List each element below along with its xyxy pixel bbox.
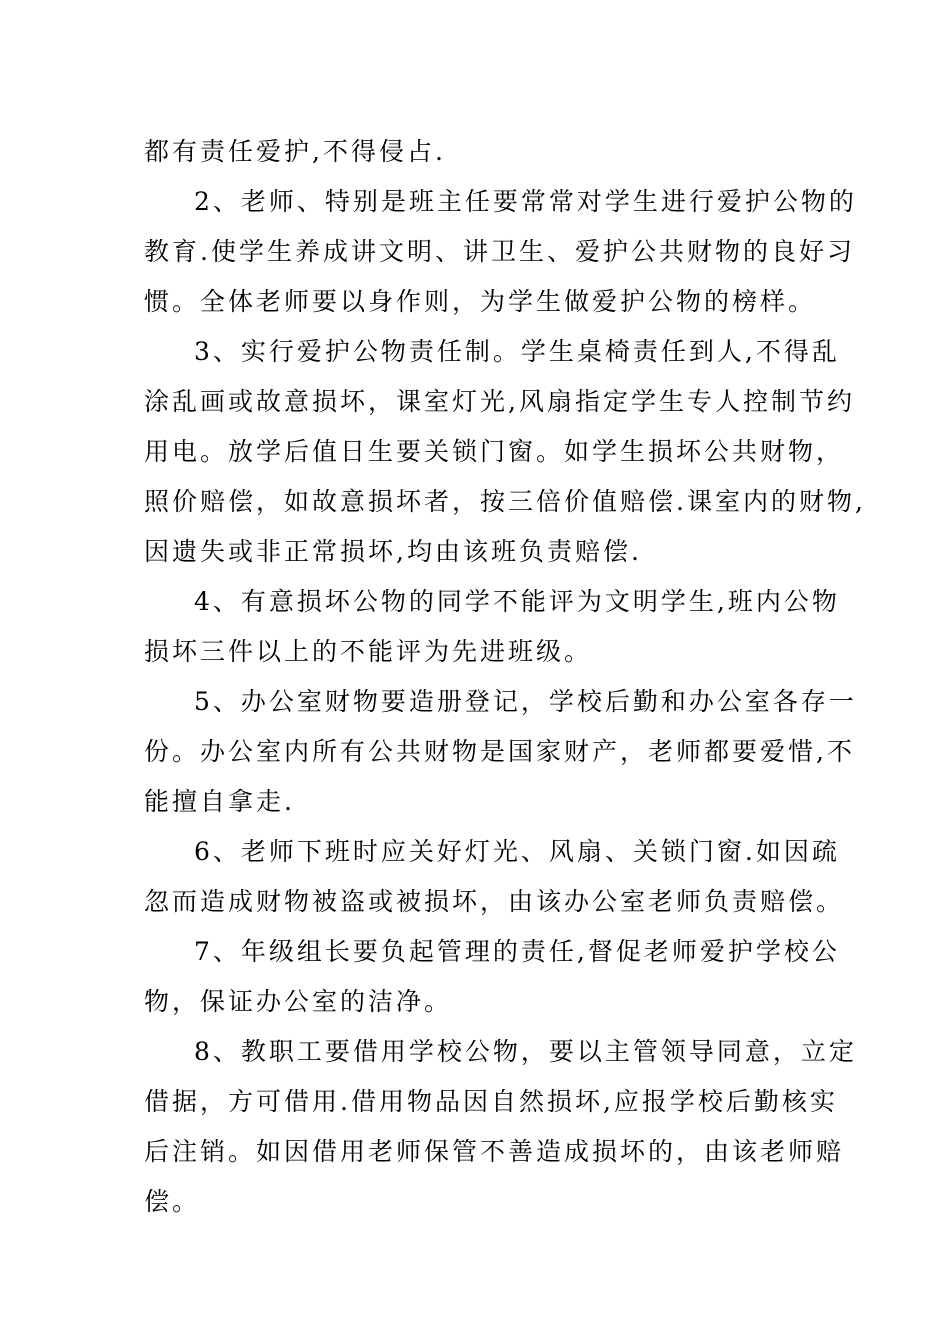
text-line: 用电。放学后值日生要关锁门窗。如学生损坏公共财物， (144, 437, 845, 466)
text-line: 能擅自拿走. (144, 787, 295, 816)
text-line: 8、教职工要借用学校公物，要以主管领导同意，立定 (194, 1037, 857, 1066)
text-line: 涂乱画或故意损坏，课室灯光,风扇指定学生专人控制节约 (144, 387, 855, 416)
text-line: 份。办公室内所有公共财物是国家财产，老师都要爱惜,不 (144, 737, 855, 766)
text-line: 忽而造成财物被盗或被损坏，由该办公室老师负责赔偿。 (144, 887, 845, 916)
text-line: 损坏三件以上的不能评为先进班级。 (144, 637, 593, 666)
text-line: 6、老师下班时应关好灯光、风扇、关锁门窗.如因疏 (194, 837, 840, 866)
text-line: 照价赔偿，如故意损坏者，按三倍价值赔偿.课室内的财物, (144, 487, 866, 516)
text-line: 物，保证办公室的洁净。 (144, 987, 453, 1016)
text-line: 都有责任爱护,不得侵占. (144, 137, 446, 166)
text-line: 偿。 (144, 1187, 201, 1216)
text-line: 惯。全体老师要以身作则，为学生做爱护公物的榜样。 (144, 287, 817, 316)
text-line: 后注销。如因借用老师保管不善造成损坏的，由该老师赔 (144, 1137, 845, 1166)
text-line: 2、老师、特别是班主任要常常对学生进行爱护公物的 (194, 187, 857, 216)
text-line: 因遗失或非正常损坏,均由该班负责赔偿. (144, 537, 642, 566)
text-line: 5、办公室财物要造册登记，学校后勤和办公室各存一 (194, 687, 857, 716)
text-line: 3、实行爱护公物责任制。学生桌椅责任到人,不得乱 (194, 337, 840, 366)
text-line: 4、有意损坏公物的同学不能评为文明学生,班内公物 (194, 587, 840, 616)
text-line: 借据，方可借用.借用物品因自然损坏,应报学校后勤核实 (144, 1087, 838, 1116)
text-line: 教育.使学生养成讲文明、讲卫生、爱护公共财物的良好习 (144, 237, 855, 266)
text-line: 7、年级组长要负起管理的责任,督促老师爱护学校公 (194, 937, 840, 966)
document-body (144, 127, 866, 1227)
